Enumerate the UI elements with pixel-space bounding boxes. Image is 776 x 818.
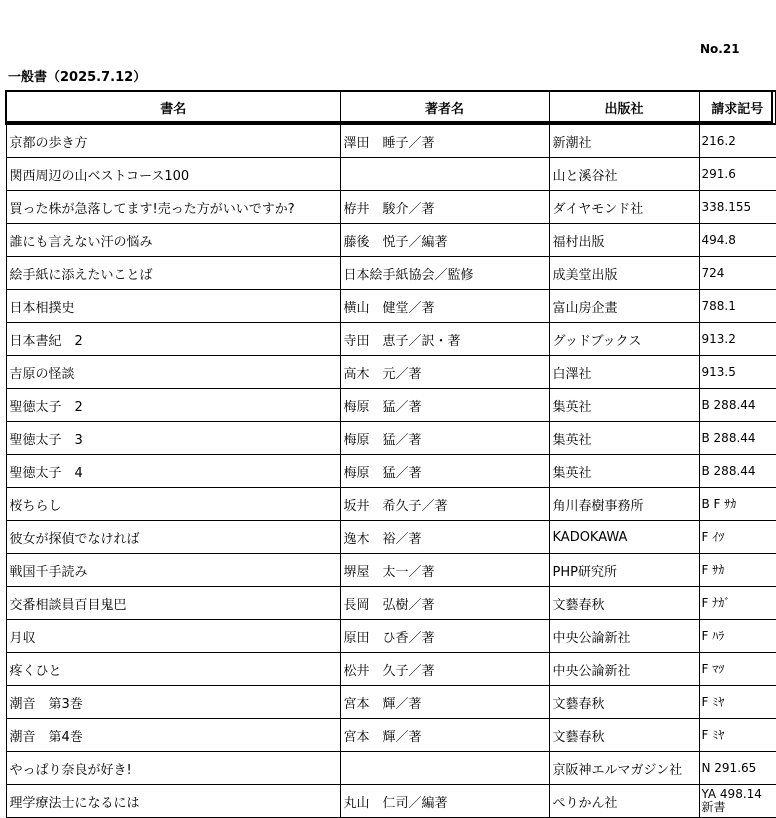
book-title: 日本相撲史	[6, 290, 340, 323]
book-title: 桜ちらし	[6, 488, 340, 521]
table-row	[6, 587, 776, 620]
book-author: 梅原 猛／著	[340, 455, 549, 488]
table-row	[6, 620, 776, 653]
book-publisher: 集英社	[549, 422, 699, 455]
book-publisher: 京阪神エルマガジン社	[549, 752, 699, 785]
book-publisher: 白澤社	[549, 356, 699, 389]
book-call-number: 913.2	[699, 323, 776, 356]
book-author: 栫井 駿介／著	[340, 191, 549, 224]
book-author: 日本絵手紙協会／監修	[340, 257, 549, 290]
book-publisher: 集英社	[549, 455, 699, 488]
column-header-title: 書名	[6, 91, 340, 124]
book-title: 誰にも言えない汗の悩み	[6, 224, 340, 257]
table-row	[6, 290, 776, 323]
table-row	[6, 488, 776, 521]
book-publisher: 富山房企畫	[549, 290, 699, 323]
table-row	[6, 455, 776, 488]
book-author: 松井 久子／著	[340, 653, 549, 686]
book-call-number: F ﾏﾂ	[699, 653, 776, 686]
book-publisher: 文藝春秋	[549, 587, 699, 620]
book-publisher: ぺりかん社	[549, 785, 699, 818]
table-row	[6, 653, 776, 686]
table-row	[6, 389, 776, 422]
book-title: 疼くひと	[6, 653, 340, 686]
book-call-number: B 288.44	[699, 455, 776, 488]
book-call-number: 913.5	[699, 356, 776, 389]
book-call-number: N 291.65	[699, 752, 776, 785]
book-author: 宮本 輝／著	[340, 686, 549, 719]
book-title: 戦国千手読み	[6, 554, 340, 587]
book-author	[340, 158, 549, 191]
book-author: 逸木 裕／著	[340, 521, 549, 554]
book-call-number: B 288.44	[699, 389, 776, 422]
book-author: 梅原 猛／著	[340, 422, 549, 455]
book-publisher: 集英社	[549, 389, 699, 422]
document-title: 一般書（2025.7.12）	[8, 70, 147, 85]
book-title: 買った株が急落してます!売った方がいいですか?	[6, 191, 340, 224]
table-row	[6, 323, 776, 356]
table-row	[6, 224, 776, 257]
book-title: 潮音 第4巻	[6, 719, 340, 752]
book-publisher: 山と溪谷社	[549, 158, 699, 191]
book-author	[340, 752, 549, 785]
book-list-table	[5, 90, 776, 818]
table-row	[6, 752, 776, 785]
book-title: 京都の歩き方	[6, 124, 340, 158]
book-title: 関西周辺の山ベストコース100	[6, 158, 340, 191]
document-number: No.21	[700, 42, 740, 56]
table-row	[6, 785, 776, 818]
book-author: 丸山 仁司／編著	[340, 785, 549, 818]
book-publisher: 中央公論新社	[549, 620, 699, 653]
book-title: 月収	[6, 620, 340, 653]
book-author: 長岡 弘樹／著	[340, 587, 549, 620]
book-title: 交番相談員百目鬼巴	[6, 587, 340, 620]
book-title: 絵手紙に添えたいことば	[6, 257, 340, 290]
book-publisher: 中央公論新社	[549, 653, 699, 686]
book-title: 彼女が探偵でなければ	[6, 521, 340, 554]
book-call-number: F ﾐﾔ	[699, 686, 776, 719]
book-call-number: B F ｻｶ	[699, 488, 776, 521]
table-row	[6, 257, 776, 290]
book-author: 横山 健堂／著	[340, 290, 549, 323]
book-call-number: B 288.44	[699, 422, 776, 455]
book-publisher: ダイヤモンド社	[549, 191, 699, 224]
book-publisher: 文藝春秋	[549, 719, 699, 752]
book-call-number: F ﾅｶﾞ	[699, 587, 776, 620]
book-author: 宮本 輝／著	[340, 719, 549, 752]
table-row	[6, 554, 776, 587]
book-author: 坂井 希久子／著	[340, 488, 549, 521]
book-title: 聖徳太子 3	[6, 422, 340, 455]
table-row	[6, 686, 776, 719]
book-title: 聖徳太子 4	[6, 455, 340, 488]
book-author: 堺屋 太一／著	[340, 554, 549, 587]
table-row	[6, 422, 776, 455]
table-row	[6, 124, 776, 158]
book-title: 聖徳太子 2	[6, 389, 340, 422]
book-call-number: 216.2	[699, 124, 776, 158]
book-title: やっぱり奈良が好き!	[6, 752, 340, 785]
book-publisher: 成美堂出版	[549, 257, 699, 290]
book-call-number: 338.155	[699, 191, 776, 224]
book-call-number: F ﾊﾗ	[699, 620, 776, 653]
column-header-publisher: 出版社	[549, 91, 699, 124]
book-author: 澤田 睡子／著	[340, 124, 549, 158]
column-header-call-number: 請求記号	[699, 91, 776, 124]
book-title: 日本書紀 2	[6, 323, 340, 356]
book-call-number: F ｻｶ	[699, 554, 776, 587]
table-row	[6, 191, 776, 224]
book-publisher: 文藝春秋	[549, 686, 699, 719]
table-row	[6, 158, 776, 191]
book-call-number: 291.6	[699, 158, 776, 191]
book-publisher: KADOKAWA	[549, 521, 699, 554]
book-call-number: F ｲﾂ	[699, 521, 776, 554]
book-author: 高木 元／著	[340, 356, 549, 389]
book-publisher: グッドブックス	[549, 323, 699, 356]
book-author: 寺田 恵子／訳・著	[340, 323, 549, 356]
table-row	[6, 521, 776, 554]
book-author: 藤後 悦子／編著	[340, 224, 549, 257]
table-header-row	[6, 91, 776, 124]
book-publisher: 新潮社	[549, 124, 699, 158]
book-publisher: 福村出版	[549, 224, 699, 257]
book-author: 梅原 猛／著	[340, 389, 549, 422]
book-call-number: 788.1	[699, 290, 776, 323]
book-title: 理学療法士になるには	[6, 785, 340, 818]
book-publisher: PHP研究所	[549, 554, 699, 587]
book-call-number: YA 498.14 新書	[699, 785, 776, 818]
book-title: 潮音 第3巻	[6, 686, 340, 719]
book-call-number: 494.8	[699, 224, 776, 257]
book-title: 吉原の怪談	[6, 356, 340, 389]
book-call-number: F ﾐﾔ	[699, 719, 776, 752]
book-publisher: 角川春樹事務所	[549, 488, 699, 521]
book-call-number: 724	[699, 257, 776, 290]
column-header-author: 著者名	[340, 91, 549, 124]
table-row	[6, 719, 776, 752]
table-row	[6, 356, 776, 389]
book-author: 原田 ひ香／著	[340, 620, 549, 653]
